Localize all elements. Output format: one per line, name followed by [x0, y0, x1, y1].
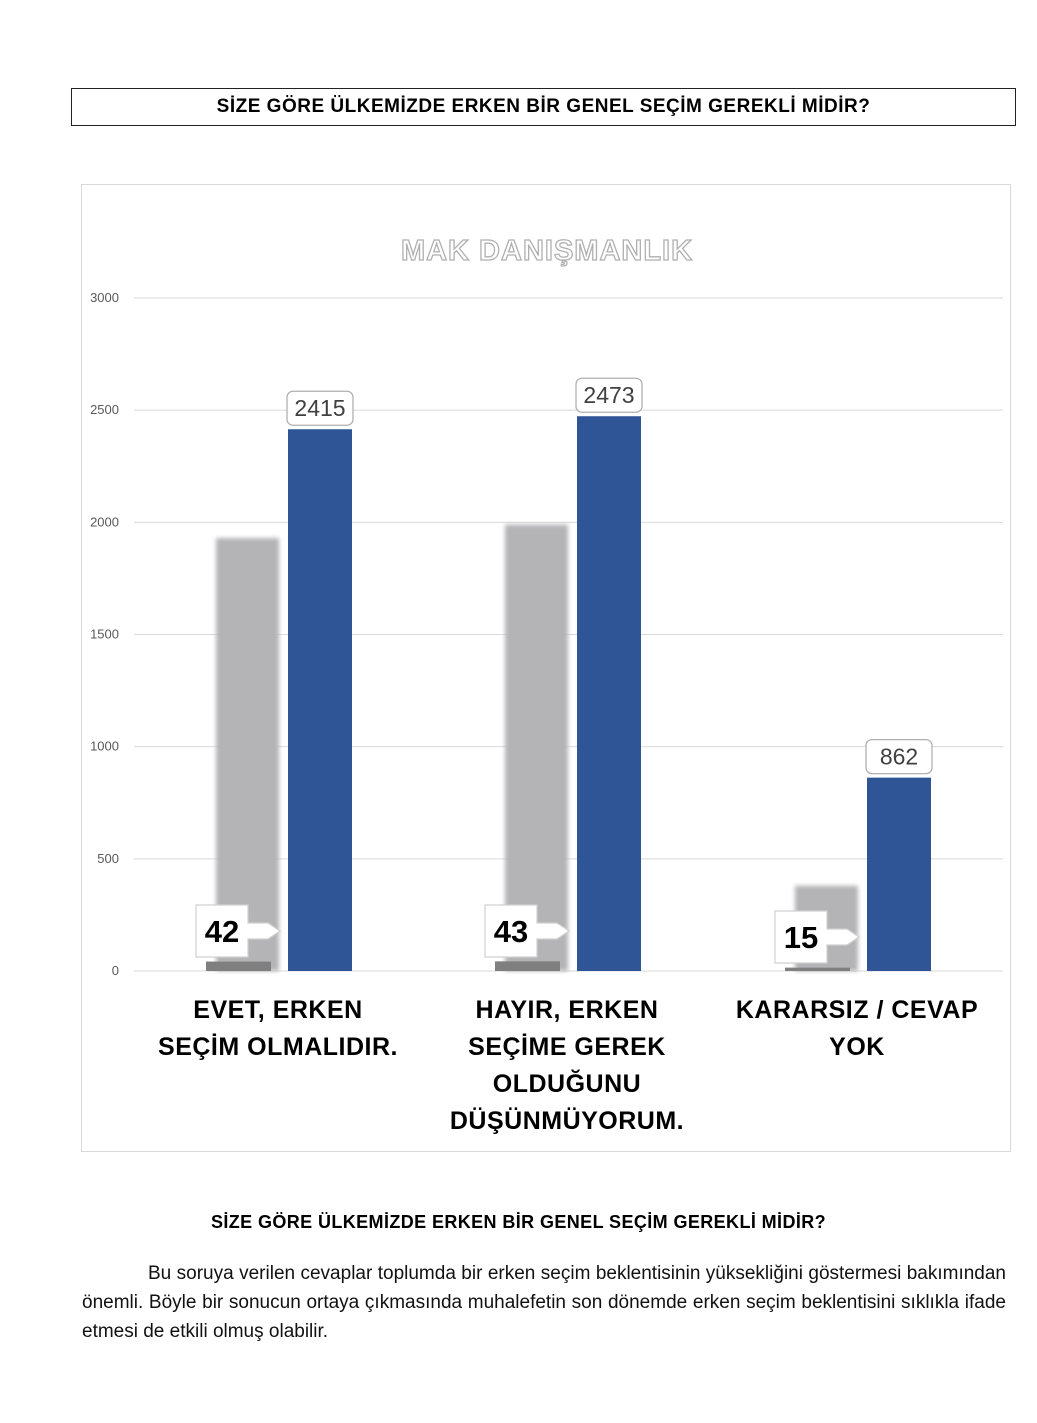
- category-label: YOK: [829, 1033, 885, 1061]
- bar-count: [867, 778, 931, 971]
- percent-label: 43: [493, 914, 529, 949]
- bar-percent: [495, 961, 560, 971]
- body-paragraph: Bu soruya verilen cevaplar toplumda bir erken seçim beklentisinin yüksekliğini göstermesi bakımından önemli. Böyle bir sonucun ortaya çıkmasında muhalefetin son dönemde erken seçim beklentisini sıklıkla ifade etmesi de etkili olmuş olabilir.: [82, 1263, 1006, 1342]
- bar-count: [288, 429, 352, 971]
- y-tick-label: 2000: [90, 514, 119, 530]
- y-tick-label: 1500: [90, 626, 119, 642]
- y-tick-label: 2500: [90, 402, 119, 418]
- y-tick-label: 0: [111, 963, 119, 978]
- category-label: KARARSIZ / CEVAP: [735, 996, 979, 1024]
- bar-percent: [206, 962, 271, 971]
- bar-count: [577, 416, 641, 971]
- percent-label: 42: [204, 914, 240, 949]
- category-label: OLDUĞUNU: [492, 1070, 642, 1098]
- section-title: SİZE GÖRE ÜLKEMİZDE ERKEN BİR GENEL SEÇİM GEREKLİ MİDİR?: [210, 1212, 827, 1232]
- header-title: SİZE GÖRE ÜLKEMİZDE ERKEN BİR GENEL SEÇİM GEREKLİ MİDİR?: [216, 96, 871, 117]
- category-label: DÜŞÜNMÜYORUM.: [449, 1107, 685, 1135]
- shadow-bar: [505, 525, 568, 971]
- bar-chart: [82, 185, 1012, 1153]
- category-label: HAYIR, ERKEN: [475, 996, 659, 1024]
- category-label: EVET, ERKEN: [193, 996, 363, 1024]
- y-tick-label: 1000: [90, 738, 119, 754]
- data-label: 862: [879, 743, 919, 770]
- chart-frame: [81, 184, 1011, 1152]
- y-tick-label: 500: [97, 850, 119, 866]
- data-label: 2415: [294, 395, 346, 422]
- category-label: SEÇİME GEREK: [468, 1033, 666, 1061]
- header-title-box: [71, 88, 1016, 126]
- bar-percent: [785, 968, 850, 971]
- chart-title: MAK DANIŞMANLIK: [400, 235, 694, 267]
- y-tick-label: 3000: [90, 290, 119, 305]
- data-label: 2473: [583, 382, 635, 409]
- category-label: SEÇİM OLMALIDIR.: [158, 1033, 398, 1061]
- percent-label: 15: [783, 920, 819, 955]
